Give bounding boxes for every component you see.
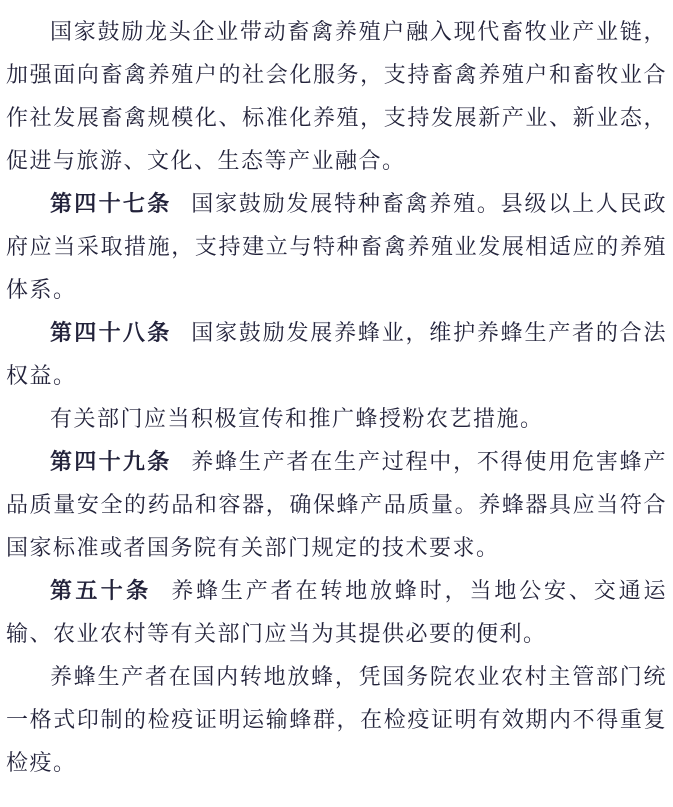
paragraph-quarantine — [6, 655, 667, 784]
paragraph-text: 国家鼓励发展养蜂业，维护养蜂生产者的合法权益。 — [6, 320, 667, 388]
article-number: 第四十九条 — [50, 449, 172, 474]
article-number: 第五十条 — [50, 578, 152, 603]
article-number: 第四十八条 — [50, 320, 172, 345]
paragraph-article-47 — [6, 182, 667, 311]
paragraph-article-50 — [6, 569, 667, 655]
paragraph-continuation — [6, 10, 667, 182]
paragraph-text: 国家鼓励龙头企业带动畜禽养殖户融入现代畜牧业产业链，加强面向畜禽养殖户的社会化服务，支持畜禽养殖户和畜牧业合作社发展畜禽规模化、标准化养殖，支持发展新产业、新业态，促进与旅游、文化、生态等产业融合。 — [6, 19, 667, 173]
article-number: 第四十七条 — [50, 191, 172, 216]
paragraph-article-49 — [6, 440, 667, 569]
paragraph-text: 国家鼓励发展特种畜禽养殖。县级以上人民政府应当采取措施，支持建立与特种畜禽养殖业发展相适应的养殖体系。 — [6, 191, 667, 302]
document-text-block — [6, 10, 667, 784]
paragraph-bee-pollination — [6, 397, 667, 440]
paragraph-text: 养蜂生产者在转地放蜂时，当地公安、交通运输、农业农村等有关部门应当为其提供必要的便利。 — [6, 578, 667, 646]
paragraph-text: 养蜂生产者在国内转地放蜂，凭国务院农业农村主管部门统一格式印制的检疫证明运输蜂群，在检疫证明有效期内不得重复检疫。 — [6, 664, 667, 775]
paragraph-text: 有关部门应当积极宣传和推广蜂授粉农艺措施。 — [50, 406, 544, 431]
paragraph-article-48 — [6, 311, 667, 397]
paragraph-text: 养蜂生产者在生产过程中，不得使用危害蜂产品质量安全的药品和容器，确保蜂产品质量。养蜂器具应当符合国家标准或者国务院有关部门规定的技术要求。 — [6, 449, 667, 560]
